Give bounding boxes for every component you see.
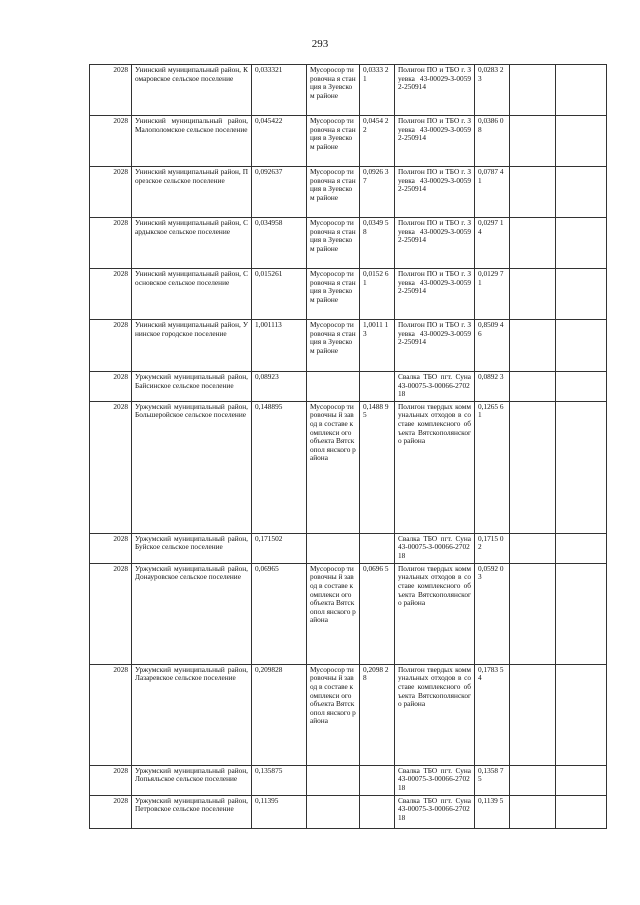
facility-cell: Мусоросор тировочна я станция в Зуевском районе xyxy=(307,320,360,372)
facility-cell: Мусоросор тировочны й завод в составе комплекси ого объекта Вятскопол янского района xyxy=(307,401,360,533)
volume-cell: 0,045422 xyxy=(252,116,307,167)
facility-volume-cell: 0,0152 61 xyxy=(360,269,395,320)
table-row xyxy=(90,218,607,269)
volume-cell: 0,034958 xyxy=(252,218,307,269)
volume-cell: 0,033321 xyxy=(252,65,307,116)
table-body xyxy=(90,65,607,829)
destination-cell: Полигон твердых коммунальных отходов в составе комплексного объекта Вятскополянског о района xyxy=(395,664,475,765)
table-row xyxy=(90,167,607,218)
facility-cell: Мусоросор тировочна я станция в Зуевском районе xyxy=(307,218,360,269)
disposal-volume-cell: 0,0297 14 xyxy=(475,218,510,269)
year-cell: 2028 xyxy=(90,533,132,563)
municipality-cell: Унинский муниципальный район, Малополомское сельское поселение xyxy=(132,116,252,167)
table-row xyxy=(90,116,607,167)
volume-cell: 0,092637 xyxy=(252,167,307,218)
page-number: 293 xyxy=(311,38,329,50)
disposal-volume-cell: 0,1715 02 xyxy=(475,533,510,563)
year-cell: 2028 xyxy=(90,167,132,218)
facility-cell xyxy=(307,765,360,795)
year-cell: 2028 xyxy=(90,116,132,167)
empty-cell xyxy=(556,116,607,167)
facility-volume-cell: 0,0349 58 xyxy=(360,218,395,269)
disposal-volume-cell: 0,1139 5 xyxy=(475,795,510,828)
year-cell: 2028 xyxy=(90,320,132,372)
disposal-volume-cell: 0,1265 61 xyxy=(475,401,510,533)
municipality-cell: Уржумский муниципальный район, Лопьяльское сельское поселение xyxy=(132,765,252,795)
destination-cell: Полигон ПО и ТБО г. Зуевка 43-00029-З-00592-250914 xyxy=(395,218,475,269)
empty-cell xyxy=(556,795,607,828)
municipality-cell: Унинский муниципальный район, Комаровское сельское поселение xyxy=(132,65,252,116)
empty-cell xyxy=(556,218,607,269)
facility-volume-cell: 0,1488 95 xyxy=(360,401,395,533)
empty-cell xyxy=(510,167,556,218)
municipality-cell: Унинский муниципальный район, Сардыкское сельское поселение xyxy=(132,218,252,269)
year-cell: 2028 xyxy=(90,795,132,828)
facility-volume-cell xyxy=(360,372,395,402)
year-cell: 2028 xyxy=(90,65,132,116)
table-row xyxy=(90,563,607,664)
year-cell: 2028 xyxy=(90,563,132,664)
facility-volume-cell: 0,0454 22 xyxy=(360,116,395,167)
volume-cell: 0,11395 xyxy=(252,795,307,828)
facility-volume-cell xyxy=(360,795,395,828)
facility-cell xyxy=(307,795,360,828)
volume-cell: 0,135875 xyxy=(252,765,307,795)
municipality-cell: Уржумский муниципальный район, Лазаревское сельское поселение xyxy=(132,664,252,765)
facility-cell: Мусоросор тировочна я станция в Зуевском районе xyxy=(307,269,360,320)
facility-cell: Мусоросор тировочна я станция в Зуевском районе xyxy=(307,167,360,218)
table-row xyxy=(90,269,607,320)
year-cell: 2028 xyxy=(90,765,132,795)
empty-cell xyxy=(510,795,556,828)
disposal-volume-cell: 0,0386 08 xyxy=(475,116,510,167)
table-row xyxy=(90,320,607,372)
volume-cell: 0,171502 xyxy=(252,533,307,563)
disposal-volume-cell: 0,0787 41 xyxy=(475,167,510,218)
disposal-volume-cell: 0,8509 46 xyxy=(475,320,510,372)
facility-cell: Мусоросор тировочны й завод в составе комплекси ого объекта Вятскопол янского района xyxy=(307,664,360,765)
empty-cell xyxy=(510,320,556,372)
facility-cell: Мусоросор тировочна я станция в Зуевском районе xyxy=(307,116,360,167)
table-row xyxy=(90,401,607,533)
empty-cell xyxy=(510,765,556,795)
municipality-cell: Унинский муниципальный район, Сосновское сельское поселение xyxy=(132,269,252,320)
table-row xyxy=(90,65,607,116)
destination-cell: Свалка ТБО пгт. Суна 43-00075-З-00066-270218 xyxy=(395,533,475,563)
municipality-cell: Уржумский муниципальный район, Байсинское сельское поселение xyxy=(132,372,252,402)
municipality-cell: Унинский муниципальный район, Унинское городское поселение xyxy=(132,320,252,372)
facility-volume-cell: 0,2098 28 xyxy=(360,664,395,765)
destination-cell: Свалка ТБО пгт. Суна 43-00075-З-00066-270218 xyxy=(395,795,475,828)
facility-volume-cell: 0,0926 37 xyxy=(360,167,395,218)
facility-volume-cell xyxy=(360,765,395,795)
year-cell: 2028 xyxy=(90,372,132,402)
volume-cell: 0,06965 xyxy=(252,563,307,664)
destination-cell: Свалка ТБО пгт. Суна 43-00075-З-00066-270218 xyxy=(395,372,475,402)
municipality-cell: Уржумский муниципальный район, Донауровское сельское поселение xyxy=(132,563,252,664)
empty-cell xyxy=(510,372,556,402)
year-cell: 2028 xyxy=(90,664,132,765)
destination-cell: Полигон твердых коммунальных отходов в составе комплексного объекта Вятскополянског о района xyxy=(395,401,475,533)
empty-cell xyxy=(556,664,607,765)
empty-cell xyxy=(510,269,556,320)
empty-cell xyxy=(556,372,607,402)
facility-cell xyxy=(307,533,360,563)
empty-cell xyxy=(556,765,607,795)
empty-cell xyxy=(556,320,607,372)
destination-cell: Полигон ПО и ТБО г. Зуевка 43-00029-З-00592-250914 xyxy=(395,269,475,320)
empty-cell xyxy=(510,116,556,167)
disposal-volume-cell: 0,0592 03 xyxy=(475,563,510,664)
table-row xyxy=(90,765,607,795)
volume-cell: 0,015261 xyxy=(252,269,307,320)
empty-cell xyxy=(556,269,607,320)
volume-cell: 0,08923 xyxy=(252,372,307,402)
empty-cell xyxy=(510,563,556,664)
facility-volume-cell xyxy=(360,533,395,563)
empty-cell xyxy=(510,401,556,533)
empty-cell xyxy=(556,533,607,563)
disposal-volume-cell: 0,0892 3 xyxy=(475,372,510,402)
facility-volume-cell: 0,0333 21 xyxy=(360,65,395,116)
destination-cell: Полигон ПО и ТБО г. Зуевка 43-00029-З-00592-250914 xyxy=(395,116,475,167)
destination-cell: Полигон твердых коммунальных отходов в составе комплексного объекта Вятскополянског о района xyxy=(395,563,475,664)
facility-volume-cell: 1,0011 13 xyxy=(360,320,395,372)
volume-cell: 0,148895 xyxy=(252,401,307,533)
waste-flow-table xyxy=(89,64,607,829)
empty-cell xyxy=(510,218,556,269)
municipality-cell: Унинский муниципальный район, Порезское сельское поселение xyxy=(132,167,252,218)
empty-cell xyxy=(510,65,556,116)
volume-cell: 0,209828 xyxy=(252,664,307,765)
empty-cell xyxy=(556,563,607,664)
facility-cell xyxy=(307,372,360,402)
disposal-volume-cell: 0,1783 54 xyxy=(475,664,510,765)
destination-cell: Полигон ПО и ТБО г. Зуевка 43-00029-З-00592-250914 xyxy=(395,167,475,218)
facility-volume-cell: 0,0696 5 xyxy=(360,563,395,664)
facility-cell: Мусоросор тировочны й завод в составе комплекси ого объекта Вятскопол янского района xyxy=(307,563,360,664)
empty-cell xyxy=(556,65,607,116)
destination-cell: Полигон ПО и ТБО г. Зуевка 43-00029-З-00592-250914 xyxy=(395,65,475,116)
table-row xyxy=(90,795,607,828)
empty-cell xyxy=(510,533,556,563)
empty-cell xyxy=(556,401,607,533)
empty-cell xyxy=(556,167,607,218)
facility-cell: Мусоросор тировочна я станция в Зуевском районе xyxy=(307,65,360,116)
empty-cell xyxy=(510,664,556,765)
destination-cell: Полигон ПО и ТБО г. Зуевка 43-00029-З-00592-250914 xyxy=(395,320,475,372)
disposal-volume-cell: 0,0283 23 xyxy=(475,65,510,116)
municipality-cell: Уржумский муниципальный район, Большеройское сельское поселение xyxy=(132,401,252,533)
table-row xyxy=(90,372,607,402)
destination-cell: Свалка ТБО пгт. Суна 43-00075-З-00066-270218 xyxy=(395,765,475,795)
disposal-volume-cell: 0,1358 75 xyxy=(475,765,510,795)
year-cell: 2028 xyxy=(90,218,132,269)
volume-cell: 1,001113 xyxy=(252,320,307,372)
table-row xyxy=(90,664,607,765)
year-cell: 2028 xyxy=(90,401,132,533)
municipality-cell: Уржумский муниципальный район, Буйское сельское поселение xyxy=(132,533,252,563)
table-row xyxy=(90,533,607,563)
municipality-cell: Уржумский муниципальный район, Петровское сельское поселение xyxy=(132,795,252,828)
year-cell: 2028 xyxy=(90,269,132,320)
disposal-volume-cell: 0,0129 71 xyxy=(475,269,510,320)
